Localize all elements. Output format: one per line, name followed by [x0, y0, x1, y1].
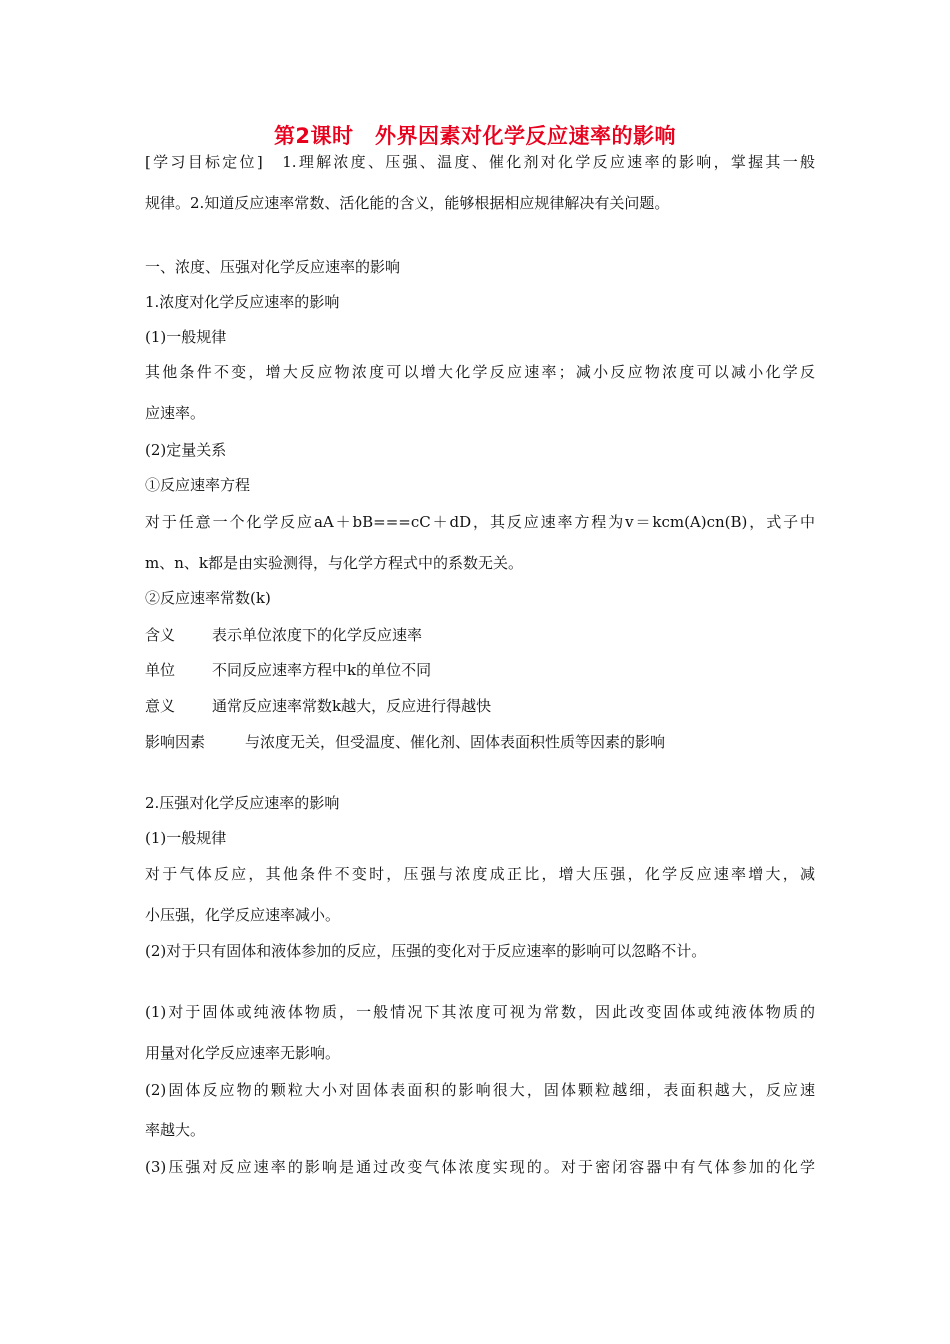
- subsection-pressure: 2.压强对化学反应速率的影响: [145, 794, 340, 812]
- learning-objectives-line-2: 规律。2.知道反应速率常数、活化能的含义，能够根据相应规律解决有关问题。: [145, 194, 670, 212]
- rate-constant-definition: 通常反应速率常数k越大，反应进行得越快: [212, 697, 492, 715]
- note-2-line-2: 率越大。: [145, 1121, 206, 1139]
- rate-constant-definition: 表示单位浓度下的化学反应速率: [212, 626, 423, 644]
- note-1-line-2: 用量对化学反应速率无影响。: [145, 1044, 341, 1062]
- pressure-general-rule-line-2: 小压强，化学反应速率减小。: [145, 906, 341, 924]
- rate-constant-label: ②反应速率常数(k): [145, 589, 271, 607]
- subsection-concentration: 1.浓度对化学反应速率的影响: [145, 293, 340, 311]
- note-1-line-1: (1)对于固体或纯液体物质，一般情况下其浓度可视为常数，因此改变固体或纯液体物质的: [145, 1003, 815, 1021]
- note-3-line-1: (3)压强对反应速率的影响是通过改变气体浓度实现的。对于密闭容器中有气体参加的化学: [145, 1158, 815, 1176]
- pressure-solid-liquid-note: (2)对于只有固体和液体参加的反应，压强的变化对于反应速率的影响可以忽略不计。: [145, 942, 707, 960]
- rate-constant-term: 影响因素: [145, 733, 206, 751]
- pressure-general-rule-line-1: 对于气体反应，其他条件不变时，压强与浓度成正比，增大压强，化学反应速率增大，减: [145, 865, 815, 883]
- general-rule-line-2: 应速率。: [145, 404, 206, 422]
- rate-constant-definition: 与浓度无关，但受温度、催化剂、固体表面积性质等因素的影响: [245, 733, 666, 751]
- rate-constant-term: 单位: [145, 661, 176, 679]
- pressure-general-rule-label: (1)一般规律: [145, 829, 227, 847]
- note-2-line-1: (2)固体反应物的颗粒大小对固体表面积的影响很大，固体颗粒越细，表面积越大，反应速: [145, 1081, 815, 1099]
- rate-equation-label: ①反应速率方程: [145, 476, 251, 494]
- rate-constant-term: 含义: [145, 626, 176, 644]
- learning-objectives-line-1: [学习目标定位] 1.理解浓度、压强、温度、催化剂对化学反应速率的影响，掌握其一般: [145, 153, 815, 171]
- lesson-title: 第2课时 外界因素对化学反应速率的影响: [273, 124, 677, 148]
- general-rule-label: (1)一般规律: [145, 328, 227, 346]
- section-heading: 一、浓度、压强对化学反应速率的影响: [145, 258, 401, 276]
- rate-constant-term: 意义: [145, 697, 176, 715]
- rate-equation-line-2: m、n、k都是由实验测得，与化学方程式中的系数无关。: [145, 554, 523, 572]
- quantitative-label: (2)定量关系: [145, 441, 227, 459]
- general-rule-line-1: 其他条件不变，增大反应物浓度可以增大化学反应速率；减小反应物浓度可以减小化学反: [145, 363, 815, 381]
- rate-constant-definition: 不同反应速率方程中k的单位不同: [212, 661, 432, 679]
- rate-equation-line-1: 对于任意一个化学反应aA＋bB===cC＋dD，其反应速率方程为v＝kcm(A)cn(B)，式子中: [145, 513, 815, 531]
